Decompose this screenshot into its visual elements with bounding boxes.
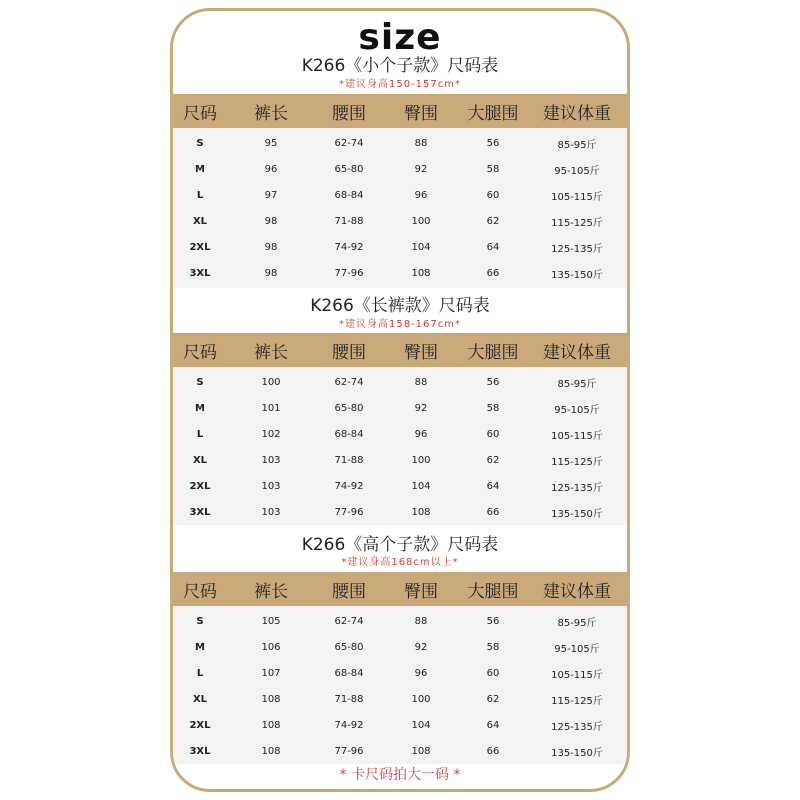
size-chart-frame (170, 8, 630, 792)
table-body (173, 128, 627, 288)
table-row (173, 421, 627, 447)
cell-weight: 135-150斤 (551, 747, 603, 759)
cell-weight: 85-95斤 (557, 617, 597, 629)
cell-thigh: 60 (486, 189, 500, 201)
header-size: 尺码 (183, 103, 217, 124)
cell-hip: 88 (414, 137, 428, 149)
table-row (173, 634, 627, 660)
cell-hip: 88 (414, 615, 428, 627)
cell-thigh: 56 (486, 615, 500, 627)
cell-length: 95 (264, 137, 278, 149)
cell-waist: 62-74 (334, 376, 364, 388)
cell-weight: 135-150斤 (551, 508, 603, 520)
cell-waist: 65-80 (334, 402, 364, 414)
table-row (173, 499, 627, 525)
table-row (173, 156, 627, 182)
cell-hip: 96 (414, 428, 428, 440)
cell-waist: 62-74 (334, 137, 364, 149)
cell-hip: 92 (414, 402, 428, 414)
cell-hip: 108 (411, 506, 431, 518)
cell-length: 98 (264, 241, 278, 253)
table-header (173, 333, 627, 367)
cell-waist: 77-96 (334, 267, 364, 279)
cell-thigh: 62 (486, 215, 500, 227)
table-row (173, 447, 627, 473)
cell-hip: 108 (411, 745, 431, 757)
cell-weight: 105-115斤 (551, 191, 603, 203)
cell-weight: 85-95斤 (557, 139, 597, 151)
cell-thigh: 58 (486, 641, 500, 653)
cell-thigh: 58 (486, 402, 500, 414)
header-waist: 腰围 (332, 103, 366, 124)
cell-thigh: 64 (486, 241, 500, 253)
header-size: 尺码 (183, 342, 217, 363)
cell-thigh: 62 (486, 454, 500, 466)
cell-size: S (196, 615, 204, 627)
cell-length: 108 (261, 693, 281, 705)
section-title: K266《高个子款》尺码表 (301, 535, 499, 555)
cell-thigh: 56 (486, 137, 500, 149)
table-body (173, 606, 627, 764)
header-length: 裤长 (254, 342, 288, 363)
table-header (173, 94, 627, 128)
cell-weight: 115-125斤 (551, 217, 603, 229)
cell-hip: 88 (414, 376, 428, 388)
table-row (173, 686, 627, 712)
cell-length: 96 (264, 163, 278, 175)
header-thigh: 大腿围 (467, 342, 519, 363)
cell-length: 103 (261, 506, 281, 518)
cell-waist: 65-80 (334, 641, 364, 653)
cell-weight: 95-105斤 (554, 165, 600, 177)
cell-thigh: 64 (486, 480, 500, 492)
cell-length: 101 (261, 402, 281, 414)
cell-size: 3XL (189, 267, 211, 279)
cell-waist: 68-84 (334, 667, 364, 679)
header-weight: 建议体重 (543, 342, 611, 363)
cell-weight: 105-115斤 (551, 430, 603, 442)
cell-hip: 104 (411, 480, 431, 492)
cell-length: 100 (261, 376, 281, 388)
cell-waist: 62-74 (334, 615, 364, 627)
section-title: K266《小个子款》尺码表 (301, 56, 499, 76)
table-row (173, 369, 627, 395)
header-length: 裤长 (254, 103, 288, 124)
cell-thigh: 60 (486, 428, 500, 440)
cell-weight: 115-125斤 (551, 456, 603, 468)
header-waist: 腰围 (332, 581, 366, 602)
cell-waist: 77-96 (334, 745, 364, 757)
cell-thigh: 66 (486, 506, 500, 518)
cell-waist: 68-84 (334, 428, 364, 440)
cell-size: XL (192, 215, 208, 227)
cell-waist: 68-84 (334, 189, 364, 201)
table-row (173, 738, 627, 764)
cell-thigh: 62 (486, 693, 500, 705)
table-row (173, 208, 627, 234)
header-thigh: 大腿围 (467, 581, 519, 602)
cell-hip: 96 (414, 189, 428, 201)
cell-waist: 71-88 (334, 215, 364, 227)
cell-length: 106 (261, 641, 281, 653)
cell-size: 3XL (189, 745, 211, 757)
cell-weight: 115-125斤 (551, 695, 603, 707)
cell-waist: 71-88 (334, 693, 364, 705)
section-subtitle: *建议身高168cm以上* (341, 557, 459, 568)
cell-size: 2XL (189, 241, 211, 253)
table-row (173, 712, 627, 738)
table-row (173, 234, 627, 260)
cell-waist: 77-96 (334, 506, 364, 518)
cell-length: 105 (261, 615, 281, 627)
section-subtitle: *建议身高150-157cm* (338, 79, 462, 90)
header-hip: 臀围 (404, 103, 438, 124)
cell-size: S (196, 137, 204, 149)
cell-weight: 125-135斤 (551, 243, 603, 255)
table-row (173, 660, 627, 686)
cell-length: 108 (261, 719, 281, 731)
header-hip: 臀围 (404, 342, 438, 363)
cell-size: 2XL (189, 719, 211, 731)
cell-hip: 100 (411, 454, 431, 466)
cell-waist: 74-92 (334, 719, 364, 731)
cell-hip: 100 (411, 693, 431, 705)
cell-length: 103 (261, 480, 281, 492)
cell-thigh: 56 (486, 376, 500, 388)
header-length: 裤长 (254, 581, 288, 602)
cell-waist: 65-80 (334, 163, 364, 175)
cell-waist: 74-92 (334, 480, 364, 492)
table-header (173, 572, 627, 606)
cell-size: M (195, 163, 205, 175)
cell-size: 2XL (189, 480, 211, 492)
cell-thigh: 66 (486, 745, 500, 757)
cell-size: M (195, 641, 205, 653)
cell-thigh: 64 (486, 719, 500, 731)
cell-length: 97 (264, 189, 278, 201)
cell-thigh: 58 (486, 163, 500, 175)
cell-hip: 96 (414, 667, 428, 679)
cell-hip: 108 (411, 267, 431, 279)
cell-size: M (195, 402, 205, 414)
cell-size: 3XL (189, 506, 211, 518)
table-row (173, 130, 627, 156)
cell-weight: 95-105斤 (554, 404, 600, 416)
table-row (173, 473, 627, 499)
cell-length: 103 (261, 454, 281, 466)
cell-thigh: 60 (486, 667, 500, 679)
cell-hip: 100 (411, 215, 431, 227)
cell-length: 108 (261, 745, 281, 757)
cell-weight: 135-150斤 (551, 269, 603, 281)
cell-hip: 92 (414, 163, 428, 175)
cell-weight: 95-105斤 (554, 643, 600, 655)
header-weight: 建议体重 (543, 581, 611, 602)
table-body (173, 367, 627, 525)
cell-hip: 104 (411, 241, 431, 253)
cell-weight: 125-135斤 (551, 482, 603, 494)
cell-hip: 92 (414, 641, 428, 653)
cell-size: L (196, 428, 204, 440)
header-weight: 建议体重 (543, 103, 611, 124)
cell-length: 102 (261, 428, 281, 440)
cell-weight: 125-135斤 (551, 721, 603, 733)
cell-size: L (196, 189, 204, 201)
cell-weight: 105-115斤 (551, 669, 603, 681)
header-hip: 臀围 (404, 581, 438, 602)
table-row (173, 260, 627, 286)
cell-waist: 71-88 (334, 454, 364, 466)
cell-length: 107 (261, 667, 281, 679)
cell-waist: 74-92 (334, 241, 364, 253)
page-title: size (358, 17, 442, 58)
cell-weight: 85-95斤 (557, 378, 597, 390)
table-row (173, 608, 627, 634)
table-row (173, 395, 627, 421)
section-subtitle: *建议身高158-167cm* (338, 319, 462, 330)
table-row (173, 182, 627, 208)
cell-length: 98 (264, 215, 278, 227)
header-waist: 腰围 (332, 342, 366, 363)
section-title: K266《长裤款》尺码表 (310, 296, 490, 316)
header-size: 尺码 (183, 581, 217, 602)
cell-size: L (196, 667, 204, 679)
cell-size: XL (192, 693, 208, 705)
cell-thigh: 66 (486, 267, 500, 279)
cell-size: XL (192, 454, 208, 466)
footer-note: * 卡尺码拍大一码 * (339, 767, 461, 783)
cell-length: 98 (264, 267, 278, 279)
cell-size: S (196, 376, 204, 388)
header-thigh: 大腿围 (467, 103, 519, 124)
cell-hip: 104 (411, 719, 431, 731)
